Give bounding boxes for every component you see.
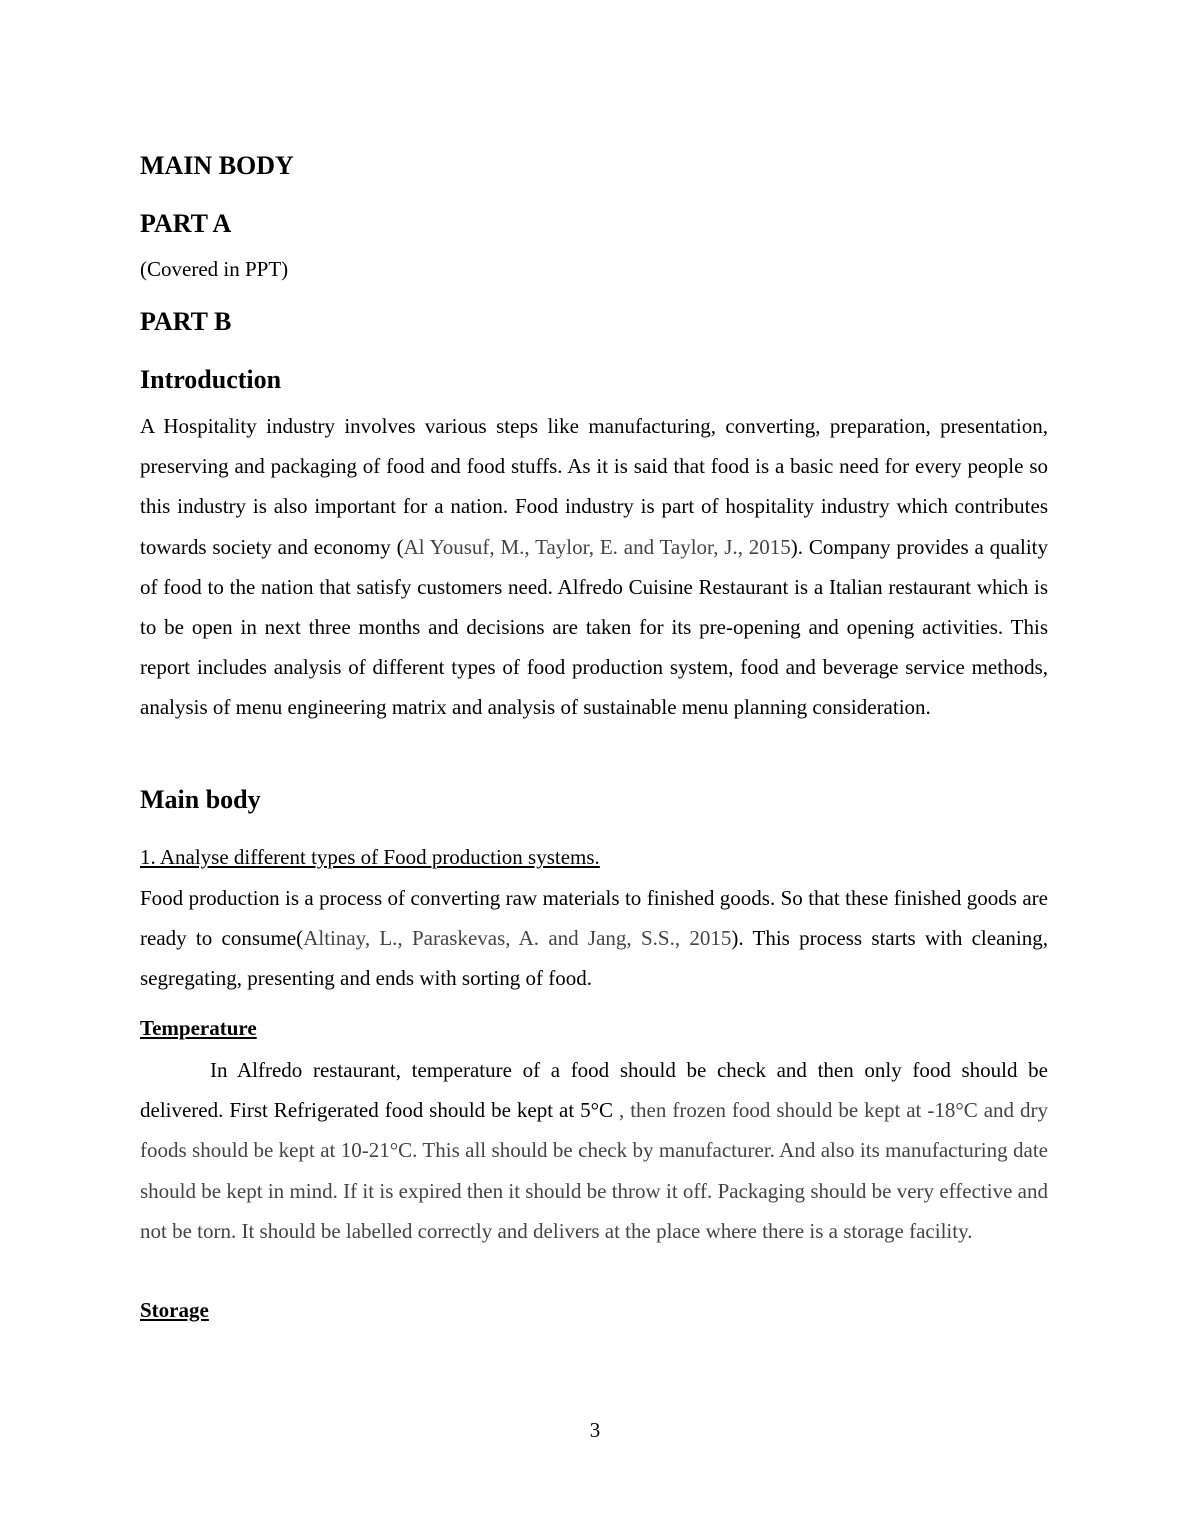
temperature-heading: Temperature <box>140 1016 257 1040</box>
part-a-note: (Covered in PPT) <box>140 257 289 281</box>
introduction-paragraph <box>140 406 1048 728</box>
page-number: 3 <box>589 1418 601 1442</box>
temperature-text-1: In Alfredo restaurant, temperature of a food should be check and then only food should be delivered. First Refrigerated food should be kept at 5°C <box>140 1058 1048 1123</box>
introduction-heading: Introduction <box>140 365 282 394</box>
part-b-title: PART B <box>140 307 232 336</box>
section-1-paragraph <box>140 878 1048 999</box>
main-body-heading: Main body <box>140 785 261 814</box>
main-body-title: MAIN BODY <box>140 151 294 180</box>
storage-heading: Storage <box>140 1298 209 1322</box>
section-1-citation: Altinay, L., Paraskevas, A. and Jang, S.S., 2015 <box>303 926 732 951</box>
temperature-text-2: , then frozen food should be kept at -18°C and dry foods should be kept at 10-21°C. This all should be check by manufacturer. And also its manufacturing date should be kept in mind. If it is expired then it should be throw it off. Packaging should be very effective and not be torn. It should be labelled correctly and delivers at the place where there is a storage facility. <box>140 1098 1048 1243</box>
intro-text-2: ). Company provides a quality of food to the nation that satisfy customers need. Alfredo Cuisine Restaurant is a Italian restaurant which is to be open in next three months and decisions are taken for its pre-opening and opening activities. This report includes analysis of different types of food production system, food and beverage service methods, analysis of menu engineering matrix and analysis of sustainable menu planning consideration. <box>140 534 1048 720</box>
intro-text-1: A Hospitality industry involves various steps like manufacturing, converting, preparation, presentation, preserving and packaging of food and food stuffs. As it is said that food is a basic need for every people so this industry is also important for a nation. Food industry is part of hospitality industry which contributes towards society and economy ( <box>140 414 1048 559</box>
section-1-title: 1. Analyse different types of Food production systems. <box>140 845 600 869</box>
section-1-text-1: Food production is a process of converting raw materials to finished goods. So that these finished goods are ready to consume( <box>140 886 1048 951</box>
intro-citation: Al Yousuf, M., Taylor, E. and Taylor, J., 2015 <box>403 534 791 559</box>
part-a-title: PART A <box>140 209 232 238</box>
temperature-paragraph <box>140 1050 1048 1251</box>
section-1-text-2: ). This process starts with cleaning, segregating, presenting and ends with sorting of food. <box>140 926 1048 991</box>
